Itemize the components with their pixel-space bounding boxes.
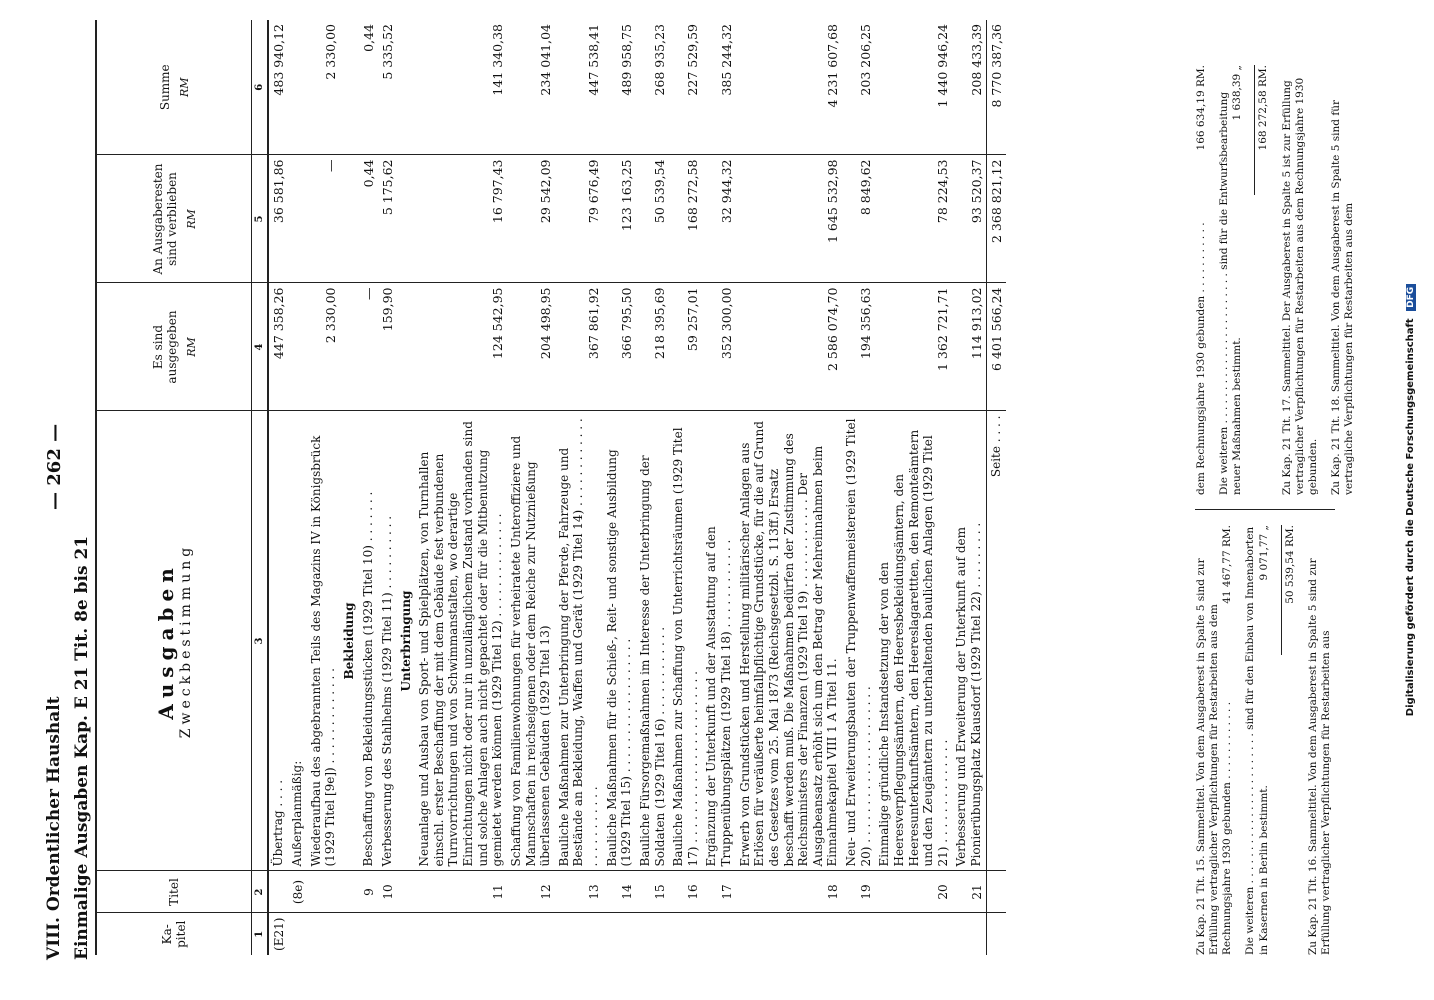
row-kapitel <box>307 913 340 955</box>
note-text: Zu Kap. 21 Tit. 15. Sammeltitel. Von dem Ausgaberest in Spalte 5 sind zur Erfüllung vertraglicher Verpflichtungen für Restarbeiten aus dem Rechnungsjahre 1930 gebunden . . . . . . . . . . . . <box>1195 558 1234 955</box>
row-ausgegeben: — <box>359 283 378 411</box>
table-row <box>736 20 842 955</box>
row-ausgegeben: 59 257,01 <box>669 283 702 411</box>
total-ausgabereste: 2 368 821,12 <box>986 155 1006 283</box>
row-summe: 2 330,00 <box>322 24 338 80</box>
ausgabereste-label: An Ausgaberesten sind verblieben <box>150 163 179 275</box>
row-ausgabereste: — <box>307 155 340 283</box>
page-number: — 262 — <box>44 423 65 510</box>
notes-divider <box>1195 509 1335 510</box>
row-ausgegeben: 367 861,92 <box>555 283 603 411</box>
row-ausgabereste <box>397 155 416 283</box>
row-kapitel <box>669 913 702 955</box>
row-ausgegeben <box>288 283 307 411</box>
row-description: Bauliche Fürsorgemaßnahmen im Interesse der Unterbringung der Soldaten (1929 Titel 16) . . . . . . . . . . . . <box>636 411 669 871</box>
row-titel: 20 <box>875 871 952 913</box>
row-titel: 19 <box>842 871 875 913</box>
row-kapitel <box>378 913 397 955</box>
col-zweck <box>96 411 252 871</box>
table-row <box>340 20 359 955</box>
row-kapitel <box>875 913 952 955</box>
row-description: Bauliche Maßnahmen zur Schaffung von Unterrichtsräumen (1929 Titel 17) . . . . . . . . . . . . . . . . . . . . . . . <box>669 411 702 871</box>
row-ausgabereste: 78 224,53 <box>875 155 952 283</box>
total-label: Seite . . . . <box>986 411 1006 871</box>
unit-label: RM <box>177 77 191 98</box>
row-kapitel <box>702 913 735 955</box>
col-num: 6 <box>252 20 269 155</box>
row-description: Neu- und Erweiterungsbauten der Truppenwaffenmeistereien (1929 Titel 20) . . . . . . . . . . . . . . . . . . . . . <box>842 411 875 871</box>
row-summe: 0,44 <box>360 24 376 52</box>
row-description: Außerplanmäßig: <box>288 411 307 871</box>
table-row <box>603 20 636 955</box>
row-description: Unterbringung <box>397 411 416 871</box>
row-ausgegeben: 124 542,95 <box>415 283 507 411</box>
row-kapitel <box>359 913 378 955</box>
table-row <box>268 20 288 955</box>
row-kapitel: (E21) <box>268 913 288 955</box>
row-titel: 15 <box>636 871 669 913</box>
row-description: Bauliche Maßnahmen für die Schieß-, Reit- und sonstige Ausbildung (1929 Titel 15) . . . . . . . . . . . . . . . . . . <box>603 411 636 871</box>
row-ausgegeben: 194 356,63 <box>842 283 875 411</box>
header-line1: VIII. Ordentlicher Haushalt <box>44 696 64 960</box>
ausgegeben-label: Es sind ausgegeben <box>150 310 179 384</box>
col-num: 5 <box>252 155 269 283</box>
unit-label: RM <box>184 209 198 229</box>
row-kapitel <box>415 913 507 955</box>
row-ausgabereste: 36 581,86 <box>268 155 288 283</box>
row-titel: 16 <box>669 871 702 913</box>
row-ausgegeben: 1 362 721,71 <box>875 283 952 411</box>
dfg-logo: DFG <box>1406 284 1416 311</box>
note <box>1244 525 1270 955</box>
row-description: Einmalige gründliche Instandsetzung der von den Heeresverpflegungsämtern, den Heeresbekleidungsämtern, den Heeresunterkunftsämtern, den Heereslagarettten, den Remonteämtern und den Zeugämtern zu unterhaltenden baulichen Anlagen (1929 Titel 21) . . . . . . . . . . . . . . <box>875 411 952 871</box>
row-summe: 1 440 946,24 <box>935 24 951 108</box>
row-ausgabereste: 29 542,09 <box>507 155 555 283</box>
note <box>1195 525 1234 955</box>
notes-left <box>1195 525 1343 955</box>
note <box>1218 65 1244 495</box>
row-description: Verbesserung des Stahlhelms (1929 Titel 11) . . . . . . . . . . <box>378 411 397 871</box>
row-description: Wiederaufbau des abgebrannten Teils des Magazins IV in Königsbrück (1929 Titel [9e]) . . . . . . . . . . . . . <box>307 411 340 871</box>
row-summe: 208 433,39 <box>968 24 984 96</box>
note-text: Die weiteren . . . . . . . . . . . . . . . . . . . . . . . sind für die Entwurfsbearbeitung neuer Maßnahmen bestimmt. <box>1218 91 1244 495</box>
table-row <box>415 20 507 955</box>
note <box>1330 65 1356 495</box>
row-summe: 203 206,25 <box>858 24 874 96</box>
col-kapitel: Ka-pitel <box>96 913 252 955</box>
row-ausgabereste: 0,44 <box>359 155 378 283</box>
row-summe <box>340 20 359 155</box>
row-ausgegeben <box>340 283 359 411</box>
row-description: Bauliche Maßnahmen zur Unterbringung der Pferde, Fahrzeuge und Bestände an Bekleidung, Waffen und Gerät (1929 Titel 14) . . . . . . . . . . . . . . . . . . . . . . . <box>555 411 603 871</box>
table-row <box>952 20 986 955</box>
row-ausgegeben: 366 795,50 <box>603 283 636 411</box>
note-amount: 50 539,54 RM. <box>1281 525 1297 655</box>
note <box>1281 525 1297 955</box>
table-row <box>288 20 307 955</box>
row-summe: 5 335,52 <box>379 24 395 80</box>
row-summe: 141 340,38 <box>489 24 505 96</box>
table-row <box>842 20 875 955</box>
table-row <box>669 20 702 955</box>
row-ausgegeben <box>397 283 416 411</box>
row-summe <box>288 20 307 155</box>
col-num: 3 <box>252 411 269 871</box>
col-titel: Titel <box>96 871 252 913</box>
row-summe: 268 935,23 <box>652 24 668 96</box>
zweckbestimmung-title: Zweckbestimmung <box>178 543 194 739</box>
table-row <box>702 20 735 955</box>
row-summe: 489 958,75 <box>618 24 634 96</box>
summe-label: Summe <box>157 64 172 111</box>
row-summe: 385 244,32 <box>718 24 734 96</box>
row-ausgabereste <box>340 155 359 283</box>
col-num: 1 <box>252 913 269 955</box>
row-titel: (8e) <box>288 871 307 913</box>
row-kapitel <box>397 913 416 955</box>
row-ausgegeben: 447 358,26 <box>268 283 288 411</box>
table-row <box>507 20 555 955</box>
row-ausgabereste: 79 676,49 <box>555 155 603 283</box>
note <box>1281 65 1320 495</box>
total-ausgegeben: 6 401 566,24 <box>986 283 1006 411</box>
row-description: Beschaffung von Bekleidungsstücken (1929 Titel 10) . . . . . . . <box>359 411 378 871</box>
row-summe: 234 041,04 <box>537 24 553 96</box>
note <box>1195 65 1208 495</box>
table-row <box>397 20 416 955</box>
col-num: 2 <box>252 871 269 913</box>
column-numbers <box>252 20 269 955</box>
note <box>1254 65 1270 495</box>
row-ausgabereste: 1 645 532,98 <box>736 155 842 283</box>
row-titel: 17 <box>702 871 735 913</box>
row-titel: 9 <box>359 871 378 913</box>
row-kapitel <box>736 913 842 955</box>
row-titel <box>307 871 340 913</box>
row-kapitel <box>555 913 603 955</box>
note-text: Zu Kap. 21 Tit. 16. Sammeltitel. Von dem Ausgaberest in Spalte 5 sind zur Erfüllung vertraglicher Verpflichtungen für Restarbeiten aus <box>1306 558 1332 955</box>
row-summe: 4 231 607,68 <box>825 24 840 108</box>
row-titel <box>340 871 359 913</box>
row-ausgabereste: 168 272,58 <box>669 155 702 283</box>
total-row <box>986 20 1006 955</box>
row-ausgegeben: 114 913,02 <box>952 283 986 411</box>
table-row <box>359 20 378 955</box>
budget-table <box>95 20 1006 955</box>
row-titel: 13 <box>555 871 603 913</box>
row-description: Verbesserung und Erweiterung der Unterkunft auf dem Pionierübungsplatz Klausdorf (1929 Titel 22) . . . . . . . . . <box>952 411 986 871</box>
row-description: Schaffung von Familienwohnungen für verheiratete Unteroffiziere und Mannschaften in reichseigenen oder dem Reiche zur Nutznießung überlassenen Gebäuden (1929 Titel 13) <box>507 411 555 871</box>
table-row <box>378 20 397 955</box>
notes-right <box>1195 65 1366 495</box>
note-amount: 1 638,39 „ <box>1231 65 1244 121</box>
row-ausgegeben: 2 586 074,70 <box>736 283 842 411</box>
note-text: Zu Kap. 21 Tit. 18. Sammeltitel. Von dem Ausgaberest in Spalte 5 sind für vertragliche Verpflichtungen für Restarbeiten aus dem <box>1329 100 1355 495</box>
note-amount: 166 634,19 RM. <box>1195 65 1207 151</box>
row-titel: 10 <box>378 871 397 913</box>
row-description: Ergänzung der Unterkunft und der Ausstattung auf den Truppenübungsplätzen (1929 Titel 18) . . . . . . . . . . . . <box>702 411 735 871</box>
note-text: Zu Kap. 21 Tit. 17. Sammeltitel. Der Ausgaberest in Spalte 5 ist zur Erfüllung vertraglicher Verpflichtungen für Restarbeiten aus dem Rechnungsjahre 1930 gebunden. <box>1280 77 1319 495</box>
row-ausgabereste: 123 163,25 <box>603 155 636 283</box>
row-kapitel <box>340 913 359 955</box>
note-amount: 168 272,58 RM. <box>1254 65 1270 195</box>
row-description: Neuanlage und Ausbau von Sport- und Spielplätzen, von Turnhallen einschl. erster Beschaffung der mit dem Gebäude fest verbundenen Turnvorrichtungen und von Schwimmanstalten, wo derartige Einrichtungen nicht oder nur in unzulänglichem Zustand vorhanden sind und solche Anlagen auch nicht gepachtet oder für die Mitbenutzung gemietet werden können (1929 Titel 12) . . . . . . . . . . . . . . <box>415 411 507 871</box>
table-row <box>636 20 669 955</box>
note-text: Die weiteren . . . . . . . . . . . . . . . . . . . . . . . sind für den Einbau von Innenaborten in Kasernen in Berlin bestimmt. <box>1244 526 1270 955</box>
header-line2: Einmalige Ausgaben Kap. E 21 Tit. 8e bis 21 <box>72 535 92 960</box>
row-titel: 12 <box>507 871 555 913</box>
row-titel: 18 <box>736 871 842 913</box>
row-titel: 21 <box>952 871 986 913</box>
ausgaben-title: Ausgaben <box>154 562 178 720</box>
row-titel <box>268 871 288 913</box>
row-description: Übertrag . . . . <box>268 411 288 871</box>
col-summe <box>96 20 252 155</box>
row-ausgabereste <box>288 155 307 283</box>
row-titel: 14 <box>603 871 636 913</box>
total-summe: 8 770 387,36 <box>986 20 1006 155</box>
row-summe: 483 940,12 <box>271 24 286 96</box>
row-kapitel <box>842 913 875 955</box>
row-titel <box>397 871 416 913</box>
note-amount: 9 071,77 „ <box>1257 525 1270 581</box>
row-ausgabereste: 50 539,54 <box>636 155 669 283</box>
table-row <box>875 20 952 955</box>
dfg-footer <box>1405 0 1416 1000</box>
row-ausgegeben: 159,90 <box>378 283 397 411</box>
row-ausgabereste: 8 849,62 <box>842 155 875 283</box>
row-summe: 447 538,41 <box>585 24 601 96</box>
row-ausgabereste: 32 944,32 <box>702 155 735 283</box>
col-num: 4 <box>252 283 269 411</box>
unit-label: RM <box>184 337 198 357</box>
note <box>1307 525 1333 955</box>
table-row <box>555 20 603 955</box>
row-kapitel <box>507 913 555 955</box>
row-kapitel <box>603 913 636 955</box>
row-summe: 227 529,59 <box>685 24 701 96</box>
row-ausgegeben: 2 330,00 <box>307 283 340 411</box>
row-summe <box>397 20 416 155</box>
row-titel: 11 <box>415 871 507 913</box>
table-row <box>307 20 340 955</box>
row-ausgegeben: 352 300,00 <box>702 283 735 411</box>
row-ausgegeben: 218 395,69 <box>636 283 669 411</box>
row-ausgabereste: 5 175,62 <box>378 155 397 283</box>
row-description: Erwerb von Grundstücken und Herstellung militärischer Anlagen aus Erlösen für veräußerte heimfallpflichtige Grundstücke, für die auf Grund des Gesetzes vom 25. Mai 1873 (Reichsgesetzbl. S. 113ff.) Ersatz beschafft werden muß. Die Maßnahmen bedürfen der Zustimmung des Reichsministers der Finanzen (1929 Titel 19) . . . . . . . . . . . . Der Ausgabeansatz erhöht sich um den Betrag der Mehreinnahmen beim Einnahmekapitel VIII 1 A Titel 11. <box>736 411 842 871</box>
row-ausgegeben: 204 498,95 <box>507 283 555 411</box>
note-amount: 41 467,77 RM. <box>1221 525 1234 604</box>
row-ausgabereste: 16 797,43 <box>415 155 507 283</box>
col-ausgegeben <box>96 283 252 411</box>
note-text: dem Rechnungsjahre 1930 gebunden . . . . . . . . . . . <box>1195 222 1207 495</box>
row-ausgabereste: 93 520,37 <box>952 155 986 283</box>
dfg-text: Digitalisierung gefördert durch die Deutsche Forschungsgemeinschaft <box>1405 318 1416 717</box>
row-kapitel <box>636 913 669 955</box>
col-ausgabereste <box>96 155 252 283</box>
row-description: Bekleidung <box>340 411 359 871</box>
table-body <box>268 20 986 955</box>
row-kapitel <box>288 913 307 955</box>
row-kapitel <box>952 913 986 955</box>
